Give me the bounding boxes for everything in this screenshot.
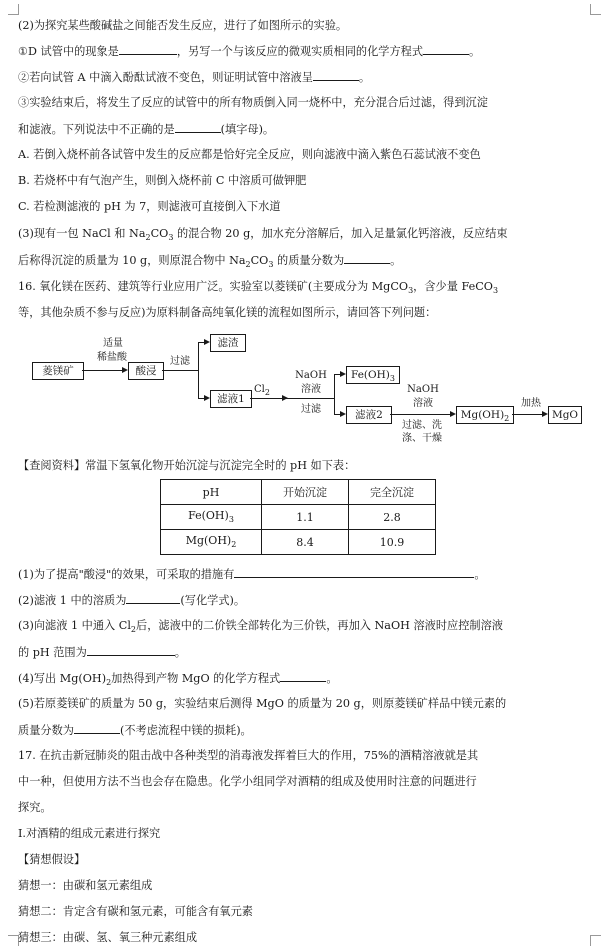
flow-box-raw-ore: 菱镁矿 (32, 362, 84, 380)
q16-intro-cont: 等，其他杂质不参与反应)为原料制备高纯氧化镁的流程如图所示，请回答下列问题： (18, 306, 437, 319)
answer-blank[interactable] (423, 43, 469, 55)
flow-arrow-line (162, 370, 198, 371)
q-prev-intro: (2)为探究某些酸碱盐之间能否发生反应，进行了如图所示的实验。 (18, 19, 348, 32)
flow-label-acid-amount: 适量 (103, 338, 123, 349)
flow-label-dry: 涤、干燥 (402, 433, 442, 444)
q17-l2: 中一种，但使用方法不当也会存在隐患。化学小组同学对酒精的组成及使用时注意的问题进行 (18, 775, 477, 788)
flow-box-residue: 滤渣 (210, 334, 246, 352)
table-row (161, 480, 436, 505)
table-cell: 1.1 (262, 505, 349, 530)
option-b: B. 若烧杯中有气泡产生，则倒入烧杯前 C 中溶质可做钾肥 (18, 174, 307, 187)
q17-l1: 17. 在抗击新冠肺炎的阻击战中各种类型的消毒液发挥着巨大的作用，75%的酒精溶液就是其 (18, 749, 479, 762)
q16-a1: (1)为了提高"酸浸"的效果，可采取的措施有 。 (18, 568, 486, 581)
answer-blank[interactable] (87, 644, 175, 656)
option-c: C. 若检测滤液的 pH 为 7，则滤液可直接倒入下水道 (18, 200, 281, 213)
answer-blank[interactable] (344, 252, 390, 264)
flow-box-filtrate2: 滤液2 (346, 406, 392, 424)
flow-arrow-line (250, 398, 284, 399)
flow-arrow-line (512, 414, 544, 415)
q-prev-s3: ③实验结束后，将发生了反应的试管中的所有物质倒入同一烧杯中，充分混合后过滤，得到沉淀 (18, 96, 488, 109)
table-row (161, 505, 436, 530)
q17-guess-3: 猜想三：由碳、氢、氧三种元素组成 (18, 931, 198, 944)
flow-branch-line (198, 342, 199, 398)
q16-a3: (3)向滤液 1 中通入 $Cl_2$后，滤液中的二价铁全部转化为三价铁，再加入 NaOH 溶液时应控制溶液 (18, 619, 503, 635)
ph-table (160, 479, 436, 555)
answer-blank[interactable] (74, 722, 120, 734)
table-row (161, 530, 436, 555)
table-header-complete: 完全沉淀 (349, 480, 436, 505)
table-cell-feoh3: $Fe(OH)_3$ (161, 505, 262, 530)
q16-a2: (2)滤液 1 中的溶质为 (写化学式)。 (18, 594, 246, 607)
q16-info: 【查阅资料】常温下氢氧化物开始沉淀与沉淀完全时的 pH 如下表： (18, 459, 356, 472)
answer-blank[interactable] (119, 43, 177, 55)
q17-hypothesis-heading: 【猜想假设】 (18, 853, 86, 866)
flow-box-mgo: MgO (548, 406, 582, 424)
flow-branch-line (334, 374, 335, 414)
answer-blank[interactable] (126, 592, 180, 604)
crop-mark (590, 4, 601, 15)
answer-blank[interactable] (175, 121, 221, 133)
q17-guess-2: 猜想二：肯定含有碳和氢元素，可能含有氧元素 (18, 905, 253, 918)
option-a: A. 若倒入烧杯前各试管中发生的反应都是恰好完全反应，则向滤液中滴入紫色石蕊试液不变色 (18, 148, 481, 161)
q16-intro: 16. 氧化镁在医药、建筑等行业应用广泛。实验室以菱镁矿(主要成分为 MgCO$_3$，含少量 FeCO$_3$ (18, 280, 499, 296)
answer-blank[interactable] (234, 566, 474, 578)
q-prev-p3: (3)现有一包 NaCl 和 $Na_2CO_3$ 的混合物 20 g，加水充分溶解后，加入足量氯化钙溶液，反应结束 (18, 227, 508, 243)
q16-a5-cont: 质量分数为 (不考虑流程中镁的损耗)。 (18, 724, 252, 737)
flow-arrow-line (284, 398, 334, 399)
flow-label-filter2: 过滤 (301, 404, 321, 415)
flow-box-mgoh2: $Mg(OH)_2$ (456, 406, 514, 424)
flow-box-feoh3: $Fe(OH)_3$ (346, 366, 400, 384)
table-cell-mgoh2: $Mg(OH)_2$ (161, 530, 262, 555)
q16-a4: (4)写出 $Mg(OH)_2$加热得到产物 MgO 的化学方程式 。 (18, 672, 338, 688)
flow-box-leach: 酸浸 (128, 362, 164, 380)
table-header-start: 开始沉淀 (262, 480, 349, 505)
flow-arrow-line (82, 370, 124, 371)
q17-guess-1: 猜想一：由碳和氢元素组成 (18, 879, 153, 892)
answer-blank[interactable] (280, 670, 326, 682)
table-cell: 8.4 (262, 530, 349, 555)
flow-label-wash: 过滤、洗 (402, 420, 442, 431)
flow-arrow-line (390, 414, 452, 415)
flow-label-heat: 加热 (521, 398, 541, 409)
flow-label-naoh1-solution: 溶液 (301, 384, 321, 395)
q-prev-s2: ②若向试管 A 中滴入酚酞试液不变色，则证明试管中溶液呈 。 (18, 71, 371, 84)
q16-a5: (5)若原菱镁矿的质量为 50 g，实验结束后测得 MgO 的质量为 20 g，则原菱镁矿样品中镁元素的 (18, 697, 507, 710)
crop-mark (8, 4, 19, 15)
process-flowchart (18, 334, 588, 452)
q-prev-p3-cont: 后称得沉淀的质量为 10 g，则原混合物中 $Na_2CO_3$ 的质量分数为 。 (18, 254, 402, 270)
q16-a3-cont: 的 pH 范围为 。 (18, 646, 186, 659)
flow-box-filtrate1: 滤液1 (210, 390, 252, 408)
flow-label-acid: 稀盐酸 (97, 352, 127, 363)
q17-section-title: Ⅰ.对酒精的组成元素进行探究 (18, 827, 161, 840)
q17-l3: 探究。 (18, 801, 52, 814)
answer-blank[interactable] (313, 69, 359, 81)
table-cell: 2.8 (349, 505, 436, 530)
flow-label-filter1: 过滤 (170, 356, 190, 367)
flow-label-cl2: $Cl_2$ (254, 384, 270, 397)
flow-label-naoh2-solution: 溶液 (413, 398, 433, 409)
q-prev-s1: ①D 试管中的现象是 ，另写一个与该反应的微观实质相同的化学方程式 。 (18, 45, 481, 58)
table-header-ph: pH (161, 480, 262, 505)
flow-label-naoh1: NaOH (295, 370, 327, 381)
flow-label-naoh2: NaOH (407, 384, 439, 395)
q-prev-s3-cont: 和滤液。下列说法中不正确的是 (填字母)。 (18, 123, 275, 136)
table-cell: 10.9 (349, 530, 436, 555)
